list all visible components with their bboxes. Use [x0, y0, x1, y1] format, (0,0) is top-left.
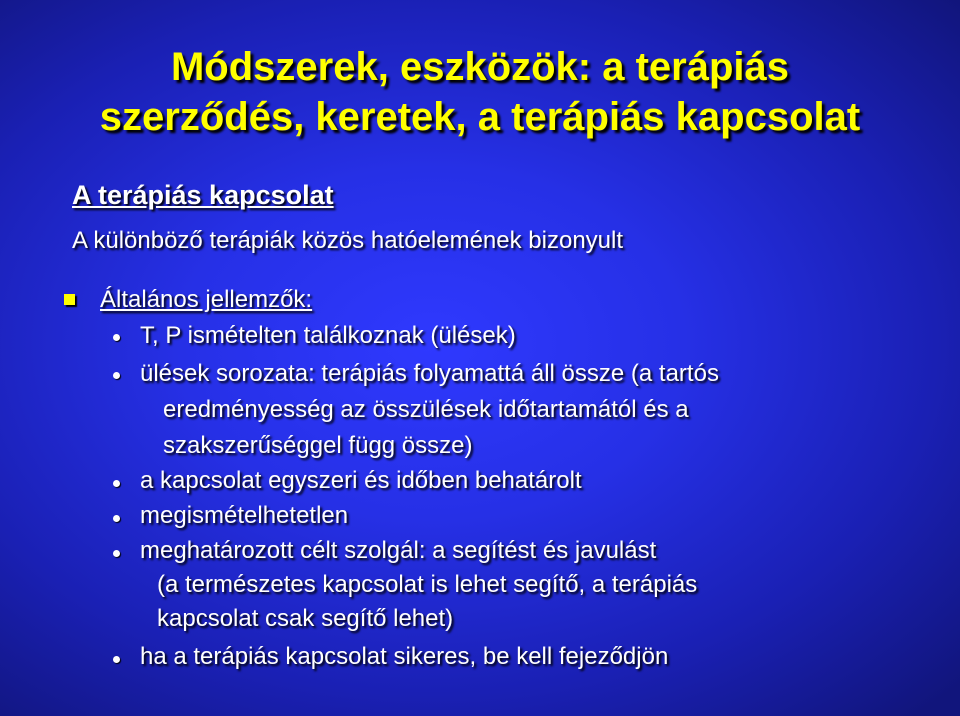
- title-line-2: szerződés, keretek, a terápiás kapcsolat: [99, 95, 861, 139]
- bullet-dot-icon: [113, 515, 120, 522]
- list-item-line: megismételhetetlen: [140, 502, 349, 529]
- list-item-line: meghatározott célt szolgál: a segítést és javulást: [140, 537, 657, 564]
- list-item-line: ülések sorozata: terápiás folyamattá áll össze (a tartós: [140, 360, 719, 387]
- section-subtitle: A különböző terápiák közös hatóelemének bizonyult: [72, 227, 624, 254]
- list-item-line: a kapcsolat egyszeri és időben behatárolt: [140, 467, 582, 494]
- list-heading: Általános jellemzők:: [100, 286, 313, 313]
- bullet-dot-icon: [113, 550, 120, 557]
- bullet-dot-icon: [113, 480, 120, 487]
- bullet-dot-icon: [113, 334, 120, 341]
- list-item-line: T, P ismételten találkoznak (ülések): [140, 322, 516, 349]
- title-line-1: Módszerek, eszközök: a terápiás: [170, 45, 790, 89]
- slide-title: [0, 42, 960, 142]
- list-item-line: szakszerűséggel függ össze): [163, 432, 473, 459]
- list-item-line: (a természetes kapcsolat is lehet segítő, a terápiás: [157, 571, 698, 598]
- list-item-line: ha a terápiás kapcsolat sikeres, be kell fejeződjön: [140, 643, 669, 670]
- list-item-line: kapcsolat csak segítő lehet): [157, 605, 454, 632]
- bullet-dot-icon: [113, 372, 120, 379]
- list-item-line: eredményesség az összülések időtartamától és a: [163, 396, 689, 423]
- square-bullet-icon: [64, 294, 75, 305]
- section-heading: A terápiás kapcsolat: [72, 180, 334, 210]
- bullet-dot-icon: [113, 656, 120, 663]
